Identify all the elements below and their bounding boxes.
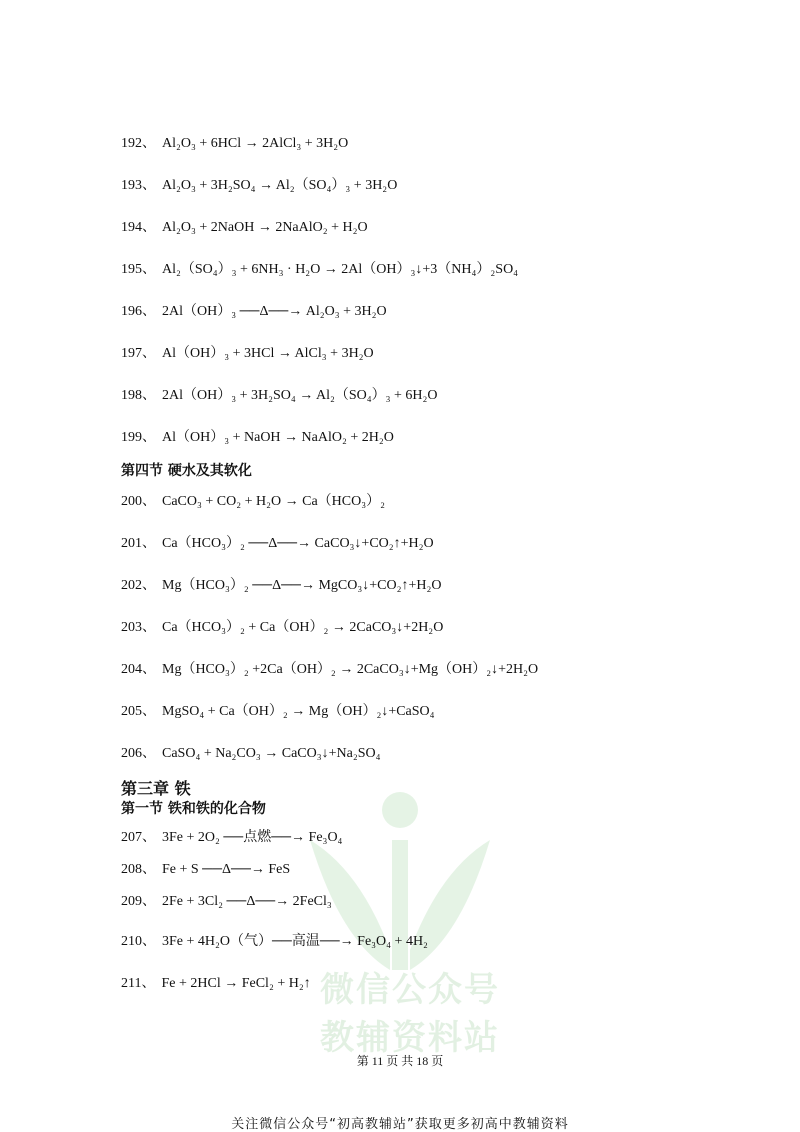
equation-number: 211、 [121, 976, 156, 991]
equation-number: 203、 [121, 620, 156, 635]
equation-formula: Al₂O₃ + 2NaOH → 2NaAlO₂ + H₂O [162, 220, 368, 235]
watermark-text-1: 微信公众号 [320, 970, 500, 1010]
equation-formula: Mg（HCO₃）₂ +2Ca（OH）₂ → 2CaCO₃↓+Mg（OH）₂↓+2H₂O [162, 662, 539, 677]
equation-formula: Fe + S ──Δ──→ FeS [162, 862, 291, 877]
equation-formula: 3Fe + 4H₂O（气）──高温──→ Fe₃O₄ + 4H₂ [162, 934, 428, 949]
equation-formula: MgSO₄ + Ca（OH）₂ → Mg（OH）₂↓+CaSO₄ [162, 704, 435, 719]
equation-number: 198、 [121, 388, 156, 403]
equation-number: 208、 [121, 862, 156, 877]
equation-203 [121, 618, 443, 638]
equation-number: 206、 [121, 746, 156, 761]
equation-201 [121, 534, 434, 554]
equation-198 [121, 386, 438, 406]
equation-number: 204、 [121, 662, 156, 677]
equation-formula: CaCO₃ + CO₂ + H₂O → Ca（HCO₃）₂ [162, 494, 385, 509]
equation-number: 199、 [121, 430, 156, 445]
equation-number: 196、 [121, 304, 156, 319]
equation-number: 193、 [121, 178, 156, 193]
equation-200 [121, 492, 385, 512]
equation-211 [121, 974, 311, 994]
equation-208 [121, 860, 290, 880]
equation-206 [121, 744, 381, 764]
equation-formula: Fe + 2HCl → FeCl₂ + H₂↑ [161, 976, 311, 991]
equation-formula: Al₂O₃ + 6HCl → 2AlCl₃ + 3H₂O [162, 136, 349, 151]
equation-number: 194、 [121, 220, 156, 235]
equation-formula: Al（OH）₃ + 3HCl → AlCl₃ + 3H₂O [162, 346, 374, 361]
equation-196 [121, 302, 387, 322]
chapter-heading-iron: 第三章 铁 [121, 779, 191, 798]
equation-197 [121, 344, 374, 364]
equation-formula: 3Fe + 2O₂ ──点燃──→ Fe₃O₄ [162, 830, 343, 845]
equation-number: 200、 [121, 494, 156, 509]
equation-formula: Al₂（SO₄）₃ + 6NH₃ · H₂O → 2Al（OH）₃↓+3（NH₄）₂SO₄ [162, 262, 519, 277]
equation-205 [121, 702, 435, 722]
equation-209 [121, 892, 332, 912]
equation-number: 201、 [121, 536, 156, 551]
equation-formula: CaSO₄ + Na₂CO₃ → CaCO₃↓+Na₂SO₄ [162, 746, 381, 761]
footer-note: 关注微信公众号“初高教辅站”获取更多初高中教辅资料 [231, 1117, 569, 1132]
equation-formula: 2Al（OH）₃ ──Δ──→ Al₂O₃ + 3H₂O [162, 304, 387, 319]
equation-210 [121, 932, 428, 952]
equation-number: 210、 [121, 934, 156, 949]
equation-195 [121, 260, 518, 280]
equation-formula: Al（OH）₃ + NaOH → NaAlO₂ + 2H₂O [162, 430, 394, 445]
watermark-text-2: 教辅资料站 [320, 1018, 500, 1058]
equation-192 [121, 134, 348, 154]
page-number: 第 11 页 共 18 页 [356, 1054, 444, 1068]
equation-formula: 2Al（OH）₃ + 3H₂SO₄ → Al₂（SO₄）₃ + 6H₂O [162, 388, 438, 403]
equation-number: 207、 [121, 830, 156, 845]
equation-207 [121, 828, 342, 848]
equation-204 [121, 660, 538, 680]
equation-number: 205、 [121, 704, 156, 719]
equation-number: 209、 [121, 894, 156, 909]
equation-number: 197、 [121, 346, 156, 361]
equation-formula: 2Fe + 3Cl₂ ──Δ──→ 2FeCl₃ [162, 894, 332, 909]
equation-formula: Mg（HCO₃）₂ ──Δ──→ MgCO₃↓+CO₂↑+H₂O [162, 578, 442, 593]
equation-194 [121, 218, 368, 238]
equation-formula: Ca（HCO₃）₂ ──Δ──→ CaCO₃↓+CO₂↑+H₂O [162, 536, 434, 551]
equation-number: 192、 [121, 136, 156, 151]
equation-formula: Al₂O₃ + 3H₂SO₄ → Al₂（SO₄）₃ + 3H₂O [162, 178, 398, 193]
equation-number: 202、 [121, 578, 156, 593]
equation-199 [121, 428, 394, 448]
equation-formula: Ca（HCO₃）₂ + Ca（OH）₂ → 2CaCO₃↓+2H₂O [162, 620, 444, 635]
section-heading-hard-water: 第四节 硬水及其软化 [121, 463, 252, 479]
section-heading-iron-compounds: 第一节 铁和铁的化合物 [121, 801, 266, 817]
equation-193 [121, 176, 397, 196]
equation-number: 195、 [121, 262, 156, 277]
equation-202 [121, 576, 441, 596]
